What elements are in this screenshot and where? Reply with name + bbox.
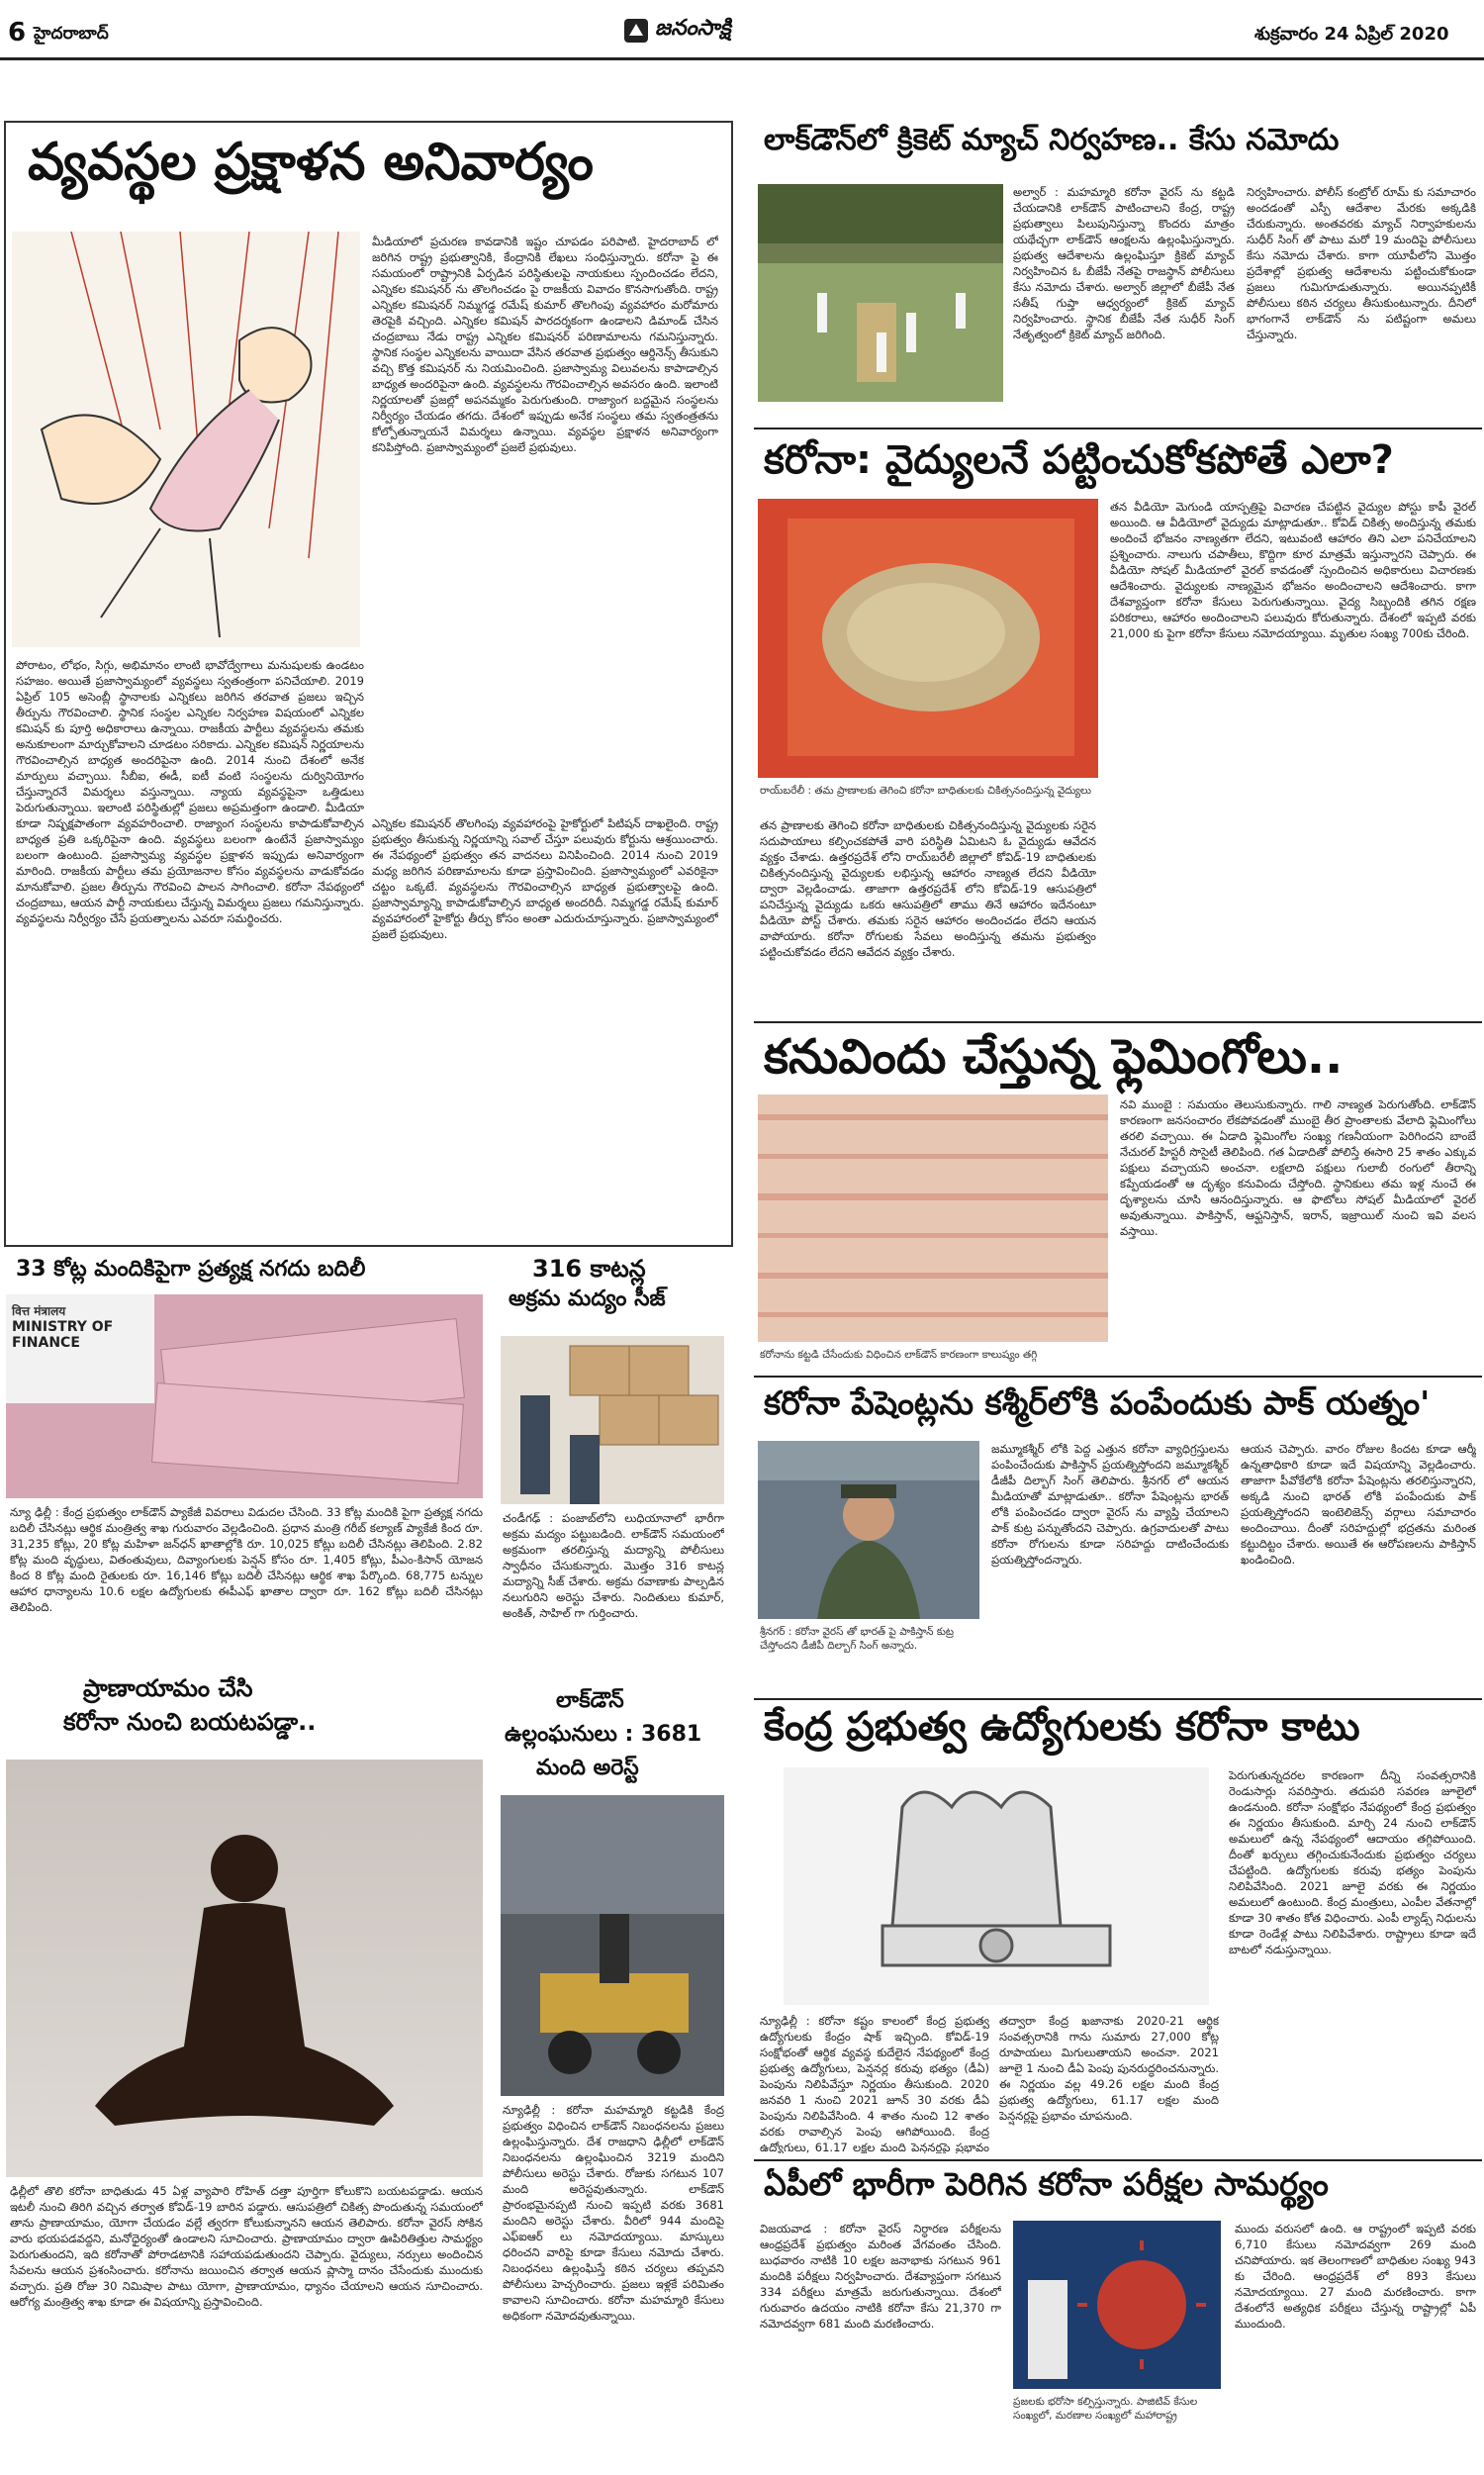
flamingos-caption: కరోనాను కట్టడి చేసేందుకు విధించిన లాక్‌డౌన్ కారణంగా కాలుష్యం తగ్గి bbox=[760, 1349, 1038, 1361]
editorial-headline: వ్యవస్థల ప్రక్షాళన అనివార్యం bbox=[28, 133, 594, 192]
masthead-divider bbox=[0, 57, 1484, 60]
ap-tests-column-2: ముందు వరుసలో ఉంది. ఆ రాష్ట్రంలో ఇప్పటి వరకు 6,710 కేసులు నమోదవ్వగా 269 మంది చనిపోయారు. ఇక తెలంగాణలో బాధితుల సంఖ్య 943 కు చేరింది. ఆంధ్రప్రదేశ్ లో 893 కేసులు నమోదయ్యాయి. 27 మంది మరణించారు. కాగా దేశంలోనే అత్యధిక పరీక్షలు చేస్తున్న రాష్ట్రాల్లో ఏపీ ముందుంది. bbox=[1235, 2222, 1476, 2331]
pranayama-article bbox=[4, 1672, 489, 2472]
cricket-match-image bbox=[758, 184, 1003, 402]
meditation-silhouette-image bbox=[6, 1760, 483, 2177]
arrests-headline-line-3: మంది అరెస్ట్ bbox=[536, 1756, 639, 1780]
puppet-cartoon-image bbox=[12, 232, 360, 647]
finance-photo bbox=[6, 1294, 483, 1498]
paper-name: జనంసాక్షి bbox=[655, 16, 731, 41]
ministry-hindi-label: वित्त मंत्रालय bbox=[12, 1304, 66, 1318]
liquor-headline-line-2: అక్రమ మద్యం సీజ్ bbox=[509, 1286, 666, 1311]
flamingos-article bbox=[754, 1025, 1482, 1374]
cricket-column-1: అల్వార్ : మహమ్మారి కరోనా వైరస్ ను కట్టడి చేయడానికి లాక్‌డౌన్ పాటించాలని కేంద్ర, రాష్ట్ర ప్రభుత్వాలు పిలుపునిస్తున్నా కొందరు మాత్రం యథేచ్ఛగా లాక్‌డౌన్ ఆంక్షలను ఉల్లంఘిస్తున్నారు. ప్రభుత్వ ఆదేశాలను ఉల్లంఘిస్తూ క్రికెట్ మ్యాచ్ నిర్వహించిన ఓ బీజేపీ నేతపై రాజస్థాన్ పోలీసులు కేసు నమోదు చేశారు. అల్వార్ జిల్లాలో బీజేపీ నేత సతీష్ గుప్తా ఆధ్వర్యంలో క్రికెట్ మ్యాచ్ నిర్వహించారు. స్థానిక బీజేపీ నేత సుధీర్ సింగ్ నేతృత్వంలో క్రికెట్ మ్యాచ్ జరిగింది. bbox=[1013, 185, 1235, 341]
pranayama-headline-line-1: ప్రాణాయామం చేసి bbox=[83, 1674, 253, 1702]
employees-headline: కేంద్ర ప్రభుత్వ ఉద్యోగులకు కరోనా కాటు bbox=[764, 1704, 1360, 1750]
paper-logo bbox=[623, 16, 731, 46]
doctors-column-1: తన ప్రాణాలకు తెగించి కరోనా బాధితులకు చికిత్సనందిస్తున్న వైద్యులకు సరైన సదుపాయాలు కల్పించకపోతే వారి పరిస్థితి ఏమిటని ఓ వైద్యుడు ఆవేదన వ్యక్తం చేశాడు. ఉత్తరప్రదేశ్ లోని రాయ్‌బరేలీ జిల్లాలో కోవిడ్-19 బాధితులకు చికిత్సనందిస్తున్న వైద్యులకు లభిస్తున్న ఆహారం నాణ్యత లేదని వీడియో ద్వారా వెల్లడించాడు. తాజాగా ఉత్తరప్రదేశ్ లోని కోవిడ్-19 ఆసుపత్రిలో పనిచేస్తున్న వైద్యుడు ఒకరు ఆసుపత్రిలో తాము తినే ఆహారం ఇదేనంటూ వీడియో పోస్ట్ చేశారు. తమకు సరైన ఆహారం అందించడం లేదని ఆయన వాపోయారు. కరోనా రోగులకు సేవలు అందిస్తున్న తమను ప్రభుత్వం పట్టించుకోవడం లేదని ఆవేదన వ్యక్తం చేశారు. bbox=[760, 818, 1096, 959]
liquor-body: చండీగఢ్ : పంజాబ్‌లోని లుధియానాలో భారీగా అక్రమ మద్యం పట్టుబడింది. లాక్‌డౌన్ సమయంలో అక్రమంగా తరలిస్తున్న మద్యాన్ని పోలీసులు స్వాధీనం చేసుకున్నారు. మొత్తం 316 కాటన్ల మద్యాన్ని సీజ్ చేశారు. అక్రమ రవాణాకు పాల్పడిన నలుగురిని అరెస్టు చేశారు. నిందితులు కుమార్, అంకిత్, సాహిల్ గా గుర్తించారు. bbox=[503, 1511, 724, 1620]
doctors-photo bbox=[758, 499, 1098, 778]
police-officer-image bbox=[758, 1441, 979, 1619]
dbt-article bbox=[4, 1251, 489, 1666]
liquor-headline-line-1: 316 కాటన్ల bbox=[532, 1255, 646, 1283]
cricket-headline: లాక్‌డౌన్‌లో క్రికెట్ మ్యాచ్ నిర్వహణ.. కేసు నమోదు bbox=[764, 123, 1340, 157]
masthead bbox=[0, 0, 1484, 59]
editorial-bottom-right-column: ఎన్నికల కమిషనర్ తొలగింపు వ్యవహారంపై హైకోర్టులో పిటిషన్ దాఖలైంది. రాష్ట్ర ప్రభుత్వం తీసుకున్న నిర్ణయాన్ని సవాల్ చేస్తూ పలువురు కోర్టును ఆశ్రయించారు. ఈ నేపథ్యంలో ప్రభుత్వం తన వాదనలు వినిపించింది. 2014 నుంచి 2019 మధ్య జరిగిన పరిణామాలను కూడా ప్రస్తావించింది. ప్రజాస్వామ్యంలో ఎవరికైనా చట్టం ఒక్కటే. వ్యవస్థలను గౌరవించాల్సిన బాధ్యత ప్రభుత్వాలపై ఉంది. ప్రజాస్వామ్యాన్ని కాపాడుకోవాల్సిన బాధ్యత అందరిదీ. నిమ్మగడ్డ రమేష్ కుమార్ వ్యవహారంలో హైకోర్టు తీర్పు కోసం అంతా ఎదురుచూస్తున్నారు. ప్రజాస్వామ్యంలో ప్రజలే ప్రభువులు. bbox=[372, 816, 718, 941]
employees-bottom-right-column: తద్వారా కేంద్ర ఖజానాకు 2020-21 ఆర్థిక సంవత్సరానికి గాను సుమారు 27,000 కోట్ల రూపాయలు మిగులుతాయని అంచనా. 2021 జూలై 1 నుంచి డీఏ పెంపు పునరుద్ధరించనున్నారు. ఈ నిర్ణయం వల్ల 49.26 లక్షల మంది కేంద్ర ప్రభుత్వ ఉద్యోగులు, 61.17 లక్షల మంది పెన్షనర్లపై ప్రభావం చూపనుంది. bbox=[999, 2014, 1219, 2123]
flamingos-photo bbox=[758, 1095, 1108, 1342]
doctors-caption: రాయ్‌బరేలీ : తమ ప్రాణాలకు తెగించి కరోనా బాధితులకు చికిత్సనందిస్తున్న వైద్యులు bbox=[760, 785, 1091, 797]
employees-article bbox=[754, 1700, 1482, 2157]
logo-icon bbox=[623, 18, 649, 44]
issue-date: శుక్రవారం 24 ఏప్రిల్ 2020 bbox=[1254, 24, 1449, 45]
pakistan-headline: కరోనా పేషెంట్లను కశ్మీర్‌లోకి పంపేందుకు పాక్ యత్నం' bbox=[764, 1383, 1431, 1422]
ap-tests-column-1: విజయవాడ : కరోనా వైరస్ నిర్ధారణ పరీక్షలను ఆంధ్రప్రదేశ్ ప్రభుత్వం మరింత వేగవంతం చేసింది. బుధవారం నాటికి 10 లక్షల జనాభాకు సగటున 961 మందికి పరీక్షలు నిర్వహించారు. దేశవ్యాప్తంగా సగటున 334 పరీక్షలు మాత్రమే జరుగుతున్నాయి. దేశంలో గురువారం ఉదయం నాటికి కరోనా కేసు 21,370 గా నమోదవ్వగా 681 మంది మరణించారు. bbox=[760, 2222, 1001, 2331]
coronavirus-image bbox=[1013, 2221, 1221, 2389]
divider bbox=[754, 428, 1482, 429]
liquor-article bbox=[497, 1251, 730, 1686]
liquor-photo bbox=[501, 1336, 724, 1504]
seized-liquor-image bbox=[501, 1336, 724, 1504]
cricket-article bbox=[754, 117, 1482, 426]
editorial-cartoon bbox=[12, 232, 360, 647]
dgp-photo bbox=[758, 1441, 979, 1619]
pranayama-body: ఢిల్లీలో తొలి కరోనా బాధితుడు 45 ఏళ్ల వ్యాపారి రోహిత్ దత్తా పూర్తిగా కోలుకొని బయటపడ్డాడు. ఆయన ఇటలీ నుంచి తిరిగి వచ్చిన తర్వాత కోవిడ్-19 బారిన పడ్డారు. ఆసుపత్రిలో చికిత్స పొందుతున్న సమయంలో తాను ప్రాణాయామం, యోగా చేయడం వల్లే త్వరగా కోలుకున్నానని ఆయన తెలిపారు. కరోనా వైరస్ సోకిన వారు భయపడవద్దని, మనోధైర్యంతో ఉండాలని సూచించారు. ప్రాణాయామం ద్వారా ఊపిరితిత్తుల సామర్థ్యం పెరుగుతుందని, ఇది కరోనాతో పోరాడటానికి సహాయపడుతుందని చెప్పారు. వైద్యులు, నర్సులు అందించిన సేవలను ఆయన ప్రశంసించారు. కరోనాను జయించిన తర్వాత ఆయన ప్లాస్మా దానం చేసేందుకు ముందుకు వచ్చారు. ప్రతి రోజు 30 నిమిషాల పాటు యోగా, ప్రాణాయామం, ధ్యానం చేయాలని ఆయన సూచించారు. ఆరోగ్య మంత్రిత్వ శాఖ కూడా ఈ విషయాన్ని ప్రస్తావించింది. bbox=[10, 2184, 483, 2309]
editorial-article bbox=[4, 121, 733, 1247]
doctors-column-2: తన వీడియో మెగుండి యాస్పత్రిపై విచారణ చేపట్టిన వైద్యుల పోస్టు కాపీ వైరల్ అయింది. ఆ వీడియోలో వైద్యుడు మాట్లాడుతూ.. కోవిడ్ చికిత్స అందిస్తున్న తమకు అందించే భోజనం నాణ్యతగా లేదని, ఇటువంటి ఆహారం తిని ఎలా పనిచేయాలని ప్రశ్నించారు. నాలుగు చపాతీలు, కొద్దిగా కూర మాత్రమే ఇస్తున్నారని చెప్పారు. ఈ వీడియో సోషల్ మీడియాలో వైరల్ కావడంతో స్పందించిన అధికారులు విచారణకు ఆదేశించారు. వైద్యులకు నాణ్యమైన భోజనం అందించాలని ఆదేశించారు. కాగా దేశవ్యాప్తంగా కరోనా కేసులు పెరుగుతున్నాయి. వైద్య సిబ్బందికి తగిన రక్షణ పరికరాలు, ఆహారం అందించాలని పలువురు కోరుతున్నారు. దేశంలో ఇప్పటి వరకు 21,000 కు పైగా కరోనా కేసులు నమోదయ్యాయి. మృతుల సంఖ్య 700కు చేరింది. bbox=[1110, 500, 1476, 640]
editorial-bottom-column: పోరాటం, లోభం, సిగ్గు, అభిమానం లాంటి భావోద్వేగాలు మనుషులకు ఉండటం సహజం. అయితే ప్రజాస్వామ్యంలో వ్యవస్థలు స్వతంత్రంగా పనిచేయాలి. 2019 ఏప్రిల్ 105 అసెంబ్లీ స్థానాలకు ఎన్నికలు జరిగిన తరవాత ప్రజలు ఇచ్చిన తీర్పును గౌరవించాలి. స్థానిక సంస్థల ఎన్నికల నిర్వహణ విషయంలో ఎన్నికల కమిషన్ కు పూర్తి అధికారాలు ఉన్నాయి. రాజకీయ పార్టీలు వ్యవస్థలను తమకు అనుకూలంగా మార్చుకోవాలని చూడటం సరికాదు. ఎన్నికల కమిషన్ నిర్ణయాలను గౌరవించాల్సిన బాధ్యత అందరిపైనా ఉంది. 2014 నుంచి దేశంలో అనేక మార్పులు వచ్చాయి. సీబీఐ, ఈడీ, ఐటీ వంటి సంస్థలను దుర్వినియోగం చేస్తున్నారనే విమర్శలు వస్తున్నాయి. న్యాయ వ్యవస్థపైనా ఒత్తిడులు పెరుగుతున్నాయి. ఇలాంటి పరిస్థితుల్లో ప్రజలు అప్రమత్తంగా ఉండాలి. మీడియా కూడా నిష్పక్షపాతంగా వ్యవహరించాలి. రాజ్యాంగ సంస్థలను కాపాడుకోవాల్సిన బాధ్యత ప్రతి ఒక్కరిపైనా ఉంది. వ్యవస్థలు బలంగా ఉంటేనే ప్రజాస్వామ్యం బలంగా ఉంటుంది. ప్రజాస్వామ్య వ్యవస్థల ప్రక్షాళన ఇప్పుడు అనివార్యంగా మారింది. రాజకీయ పార్టీలు తమ ప్రయోజనాల కోసం వ్యవస్థలను వాడుకోవడం మానుకోవాలి. ప్రజల తీర్పును గౌరవించి పాలన సాగించాలి. కరోనా నేపథ్యంలో చంద్రబాబు, ఆయన పార్టీ నాయకులు చేస్తున్న విమర్శలు ప్రజలు గమనిస్తున్నారు. వ్యవస్థలను నిర్వీర్యం చేసే ప్రయత్నాలను ఎవరూ సమర్థించరు. bbox=[16, 658, 364, 925]
city-name: హైదరాబాద్ bbox=[34, 24, 109, 44]
divider bbox=[754, 1376, 1482, 1378]
pranayama-headline-line-2: కరోనా నుంచి బయటపడ్డా.. bbox=[63, 1708, 317, 1736]
flamingos-headline: కనువిందు చేస్తున్న ఫ్లెమింగోలు.. bbox=[764, 1029, 1344, 1085]
flamingos-body: నవి ముంబై : సమయం తెలుసుకున్నారు. గాలి నాణ్యత పెరుగుతోంది. లాక్‌డౌన్ కారణంగా జనసంచారం లేకపోవడంతో ముంబై తీర ప్రాంతాలకు వేలాది ఫ్లెమింగోలు తరలి వచ్చాయి. ఈ ఏడాది ఫ్లెమింగోల సంఖ్య గణనీయంగా పెరిగిందని బాంబే నేచురల్ హిస్టరీ సొసైటీ తెలిపింది. గత ఏడాదితో పోలిస్తే ఈసారి 25 శాతం ఎక్కువ పక్షులు వచ్చాయని అంచనా. లక్షలాది పక్షులు గులాబీ రంగులో తీరాన్ని కప్పేయడంతో ఆ దృశ్యం కనువిందు చేస్తోంది. స్థానికులు తమ ఇళ్ల నుంచే ఈ దృశ్యాలను చూసి ఆనందిస్తున్నారు. ఆ ఫొటోలు సోషల్ మీడియాలో వైరల్ అవుతున్నాయి. పాకిస్తాన్, ఆఫ్ఘనిస్తాన్, ఇరాన్, ఇజ్రాయిల్ నుంచి ఇవి వలస వస్తాయి. bbox=[1120, 1097, 1476, 1238]
arrests-headline-line-1: లాక్‌డౌన్ bbox=[556, 1688, 624, 1713]
yoga-photo bbox=[6, 1760, 483, 2177]
cricket-photo bbox=[758, 184, 1003, 402]
police-checkpoint-image bbox=[501, 1795, 724, 2096]
virus-photo bbox=[1013, 2221, 1221, 2389]
ap-tests-caption: ప్రజలకు భరోసా కల్పిస్తున్నారు. పాజిటివ్ కేసుల సంఖ్యలో, మరణాల సంఖ్యలో మహారాష్ట్ర bbox=[1013, 2396, 1198, 2422]
cricket-column-2: నిర్వహించారు. పోలీస్ కంట్రోల్ రూమ్ కు సమాచారం అందడంతో ఎస్పీ ఆదేశాల మేరకు అక్కడికి చేరుకున్నారు. అంతవరకు మ్యాచ్ నిర్వాహకులను సుధీర్ సింగ్ తో పాటు మరో 19 మందిపై పోలీసులు కేసు నమోదు చేశారు. కాగా యూపీలోని మొత్తం ప్రదేశాల్లో ప్రభుత్వ ఆదేశాలను పట్టించుకోకుండా ప్రజలు గుమిగూడుతున్నారు. అయినప్పటికీ పోలీసులు కఠిన చర్యలు తీసుకుంటున్నారు. దీనిలో భాగంగానే లాక్‌డౌన్ ను పటిష్టంగా అమలు చేస్తున్నారు. bbox=[1247, 185, 1476, 341]
divider bbox=[754, 1021, 1482, 1023]
doctors-headline: కరోనా: వైద్యులనే పట్టించుకోకపోతే ఎలా? bbox=[764, 437, 1394, 483]
pakistan-column-2: ఆయన చెప్పారు. వారం రోజుల కిందట కూడా ఆర్మీ ఉన్నతాధికారి కూడా ఇదే విషయాన్ని వెల్లడించారు. తాజాగా పీవోకేలోకి కరోనా పేషెంట్లను తరలిస్తున్నారని, అక్కడి నుంచి భారత్ లోకి పంపేందుకు పాక్ ప్రయత్నిస్తోందని ఇంటెలిజెన్స్ వర్గాలు సమాచారం అందించాయి. దీంతో సరిహద్దుల్లో భద్రతను మరింత కట్టుదిట్టం చేశారు. అయితే ఈ ఆరోపణలను పాకిస్తాన్ ఖండించింది. bbox=[1241, 1442, 1476, 1567]
emblem-photo bbox=[784, 1767, 1209, 2005]
ministry-label: MINISTRY OF FINANCE bbox=[12, 1319, 114, 1351]
national-emblem-image bbox=[784, 1767, 1209, 2005]
food-packet-image bbox=[758, 499, 1098, 778]
pakistan-article bbox=[754, 1380, 1482, 1696]
flamingo-flock-image bbox=[758, 1095, 1108, 1342]
arrests-headline-line-2: ఉల్లంఘనులు : 3681 bbox=[505, 1722, 702, 1747]
pakistan-column-1: జమ్మూకశ్మీర్ లోకి పెద్ద ఎత్తున కరోనా వ్యాధిగ్రస్తులను పంపించేందుకు పాకిస్తాన్ ప్రయత్నిస్తోందని జమ్మూకశ్మీర్ డీజీపీ దిల్బాగ్ సింగ్ తెలిపారు. శ్రీనగర్ లో ఆయన మీడియాతో మాట్లాడుతూ.. కరోనా పేషెంట్లను భారత్ లోకి పంపించడం ద్వారా వైరస్ ను వ్యాప్తి చేయాలని పాక్ కుట్ర పన్నుతోందని చెప్పారు. ఉగ్రవాదులతో పాటు కరోనా రోగులను కూడా సరిహద్దు దాటించేందుకు ప్రయత్నిస్తోందన్నారు. bbox=[991, 1442, 1229, 1567]
arrests-article bbox=[497, 1686, 730, 2472]
ap-tests-article bbox=[754, 2161, 1482, 2472]
dbt-headline: 33 కోట్ల మందికిపైగా ప్రత్యక్ష నగదు బదిలీ bbox=[16, 1257, 366, 1282]
dbt-body: న్యూ ఢిల్లీ : కేంద్ర ప్రభుత్వం లాక్‌డౌన్ ప్యాకేజీ వివరాలు విడుదల చేసింది. 33 కోట్ల మందికి పైగా ప్రత్యక్ష నగదు బదిలీ చేసినట్లు ఆర్థిక మంత్రిత్వ శాఖ గురువారం వెల్లడించింది. ప్రధాన మంత్రి గరీబ్ కల్యాణ్ ప్యాకేజీ కింద రూ. 31,235 కోట్లు, 20 కోట్ల మహిళా జన్‌ధన్ ఖాతాల్లోకి రూ. 10,025 కోట్లు బదిలీ చేసినట్లు తెలిపింది. 2.82 కోట్ల మంది వృద్ధులు, వితంతువులు, దివ్యాంగులకు పెన్షన్ కోసం రూ. 1,405 కోట్లు, పీఎం-కిసాన్ యోజన కింద 8 కోట్ల మంది రైతులకు రూ. 16,146 కోట్లు బదిలీ చేసినట్లు ఆర్థిక శాఖ పేర్కొంది. 68,775 టన్నుల ఆహార ధాన్యాలను 10.6 లక్షల ఉద్యోగులకు ఈపీఎఫ్ ఖాతాల ద్వారా రూ. 162 కోట్లు బదిలీ చేసినట్లు తెలిపింది. bbox=[10, 1505, 483, 1614]
ministry-logo bbox=[12, 1302, 150, 1351]
employees-right-column: పెరుగుతున్నదరల కారణంగా దీన్ని సంవత్సరానికి రెండుసార్లు సవరిస్తారు. తదుపరి సవరణ జూలైలో ఉండనుంది. కరోనా సంక్షోభం నేపథ్యంలో కేంద్ర ప్రభుత్వం ఈ నిర్ణయం తీసుకుంది. మార్చి 24 నుంచి లాక్‌డౌన్ అమలులో ఉన్న నేపథ్యంలో ఆదాయం తగ్గిపోయింది. దీంతో ఖర్చులు తగ్గించుకునేందుకు ప్రభుత్వం చర్యలు చేపట్టింది. ఉద్యోగులకు కరువు భత్యం పెంపును నిలిపివేసింది. 2021 జూలై వరకు ఈ నిర్ణయం అమలులో ఉంటుంది. కేంద్ర మంత్రులు, ఎంపీల వేతనాల్లో కూడా 30 శాతం కోత విధించారు. ఎంపీ ల్యాడ్స్ నిధులను కూడా రెండేళ్ల పాటు నిలిపివేశారు. రాష్ట్రాలు కూడా ఇదే బాటలో నడుస్తున్నాయి. bbox=[1229, 1768, 1476, 1956]
employees-bottom-column: న్యూఢిల్లీ : కరోనా కష్టం కాలంలో కేంద్ర ప్రభుత్వ ఉద్యోగులకు కేంద్రం షాక్ ఇచ్చింది. కోవిడ్-19 సంక్షోభంతో ఆర్థిక వ్యవస్థ కుదేలైన నేపథ్యంలో కేంద్ర ప్రభుత్వ ఉద్యోగులు, పెన్షనర్ల కరువు భత్యం (డీఏ) పెంపును నిలిపివేస్తూ నిర్ణయం తీసుకుంది. 2020 జనవరి 1 నుంచి 2021 జూన్ 30 వరకు డీఏ పెంపును నిలిపివేసింది. 4 శాతం నుంచి 12 శాతం వరకు రావాల్సిన పెంపు ఆగిపోయింది. కేంద్ర ఉద్యోగులు, 61.17 లక్షల మంది పెన్షనర్లపై ప్రభావం bbox=[760, 2014, 989, 2153]
arrests-photo bbox=[501, 1795, 724, 2096]
page-number: 6 bbox=[8, 18, 27, 48]
ap-tests-headline: ఏపీలో భారీగా పెరిగిన కరోనా పరీక్షల సామర్థ్యం bbox=[764, 2165, 1329, 2203]
editorial-right-column: మీడియాలో ప్రచురణ కావడానికి ఇష్టం చూపడం పరిపాటి. హైదరాబాద్ లో జరిగిన రాష్ట్ర ప్రభుత్వానికి, కేంద్రానికి లేఖలు సంధిస్తున్నారు. కరోనా పై ఈ సమయంలో రాష్ట్రానికి ఏర్పడిన పరిస్థితులపై నాయకులు స్పందించడం లేదని, ఎన్నికల కమిషనర్ ను తొలగించడం పై రాజకీయ వివాదం కొనసాగుతోంది. రాష్ట్ర ఎన్నికల కమిషనర్ నిమ్మగడ్డ రమేష్ కుమార్ తొలగింపు వ్యవహారం మరోమారు తెరపైకి వచ్చింది. ఎన్నికల కమిషన్ పారదర్శకంగా ఉండాలని డిమాండ్ చేసిన చంద్రబాబు నేడు రాష్ట్ర ఎన్నికల కమిషనర్ పరిణామాలను గమనిస్తున్నారు. స్థానిక సంస్థల ఎన్నికలను వాయిదా వేసిన తరవాత ప్రభుత్వం ఆర్డినెన్స్ తీసుకుని వచ్చి కొత్త కమిషనర్ ను నియమించింది. ప్రజాస్వామ్య విలువలను కాపాడాల్సిన బాధ్యత అందరిపైనా ఉంది. వ్యవస్థలను గౌరవించాల్సిన అవసరం ఉంది. ఇలాంటి నిర్ణయాలతో ప్రజల్లో అపనమ్మకం పెరుగుతుంది. రాజ్యాంగ బద్దమైన సంస్థలను నిర్వీర్యం చేయడం తగదు. దేశంలో ఇప్పుడు అనేక సంస్థలు తమ స్వతంత్రతను కోల్పోతున్నాయనే విమర్శలు ఉన్నాయి. వ్యవస్థల ప్రక్షాళన అనివార్యంగా కనిపిస్తోంది. ప్రజాస్వామ్యంలో ప్రజలే ప్రభువులు. bbox=[372, 235, 718, 454]
doctors-article bbox=[754, 431, 1482, 1019]
arrests-body: న్యూఢిల్లీ : కరోనా మహమ్మారి కట్టడికి కేంద్ర ప్రభుత్వం విధించిన లాక్‌డౌన్ నిబంధనలను ప్రజలు ఉల్లంఘిస్తున్నారు. దేశ రాజధాని ఢిల్లీలో లాక్‌డౌన్ నిబంధనలను ఉల్లంఘించిన 3219 మందిని పోలీసులు అరెస్టు చేశారు. రోజుకు సగటున 107 మంది అరెస్టవుతున్నారు. లాక్‌డౌన్ ప్రారంభమైనప్పటి నుంచి ఇప్పటి వరకు 3681 మందిని అరెస్టు చేశారు. వీరిలో 944 మందిపై ఎఫ్ఐఆర్ లు నమోదయ్యాయి. మాస్కులు ధరించని వారిపై కూడా కేసులు నమోదు చేశారు. నిబంధనలు ఉల్లంఘిస్తే కఠిన చర్యలు తప్పవని పోలీసులు హెచ్చరించారు. ప్రజలు ఇళ్లకే పరిమితం కావాలని సూచించారు. కరోనా మహమ్మారి కేసులు అధికంగా నమోదవుతున్నాయి. bbox=[503, 2103, 724, 2323]
pakistan-caption: శ్రీనగర్ : కరోనా వైరస్ తో భారత్ పై పాకిస్తాన్ కుట్ర చేస్తోందని డీజీపీ దిల్బాగ్ సింగ్ అన్నారు. bbox=[760, 1626, 954, 1652]
